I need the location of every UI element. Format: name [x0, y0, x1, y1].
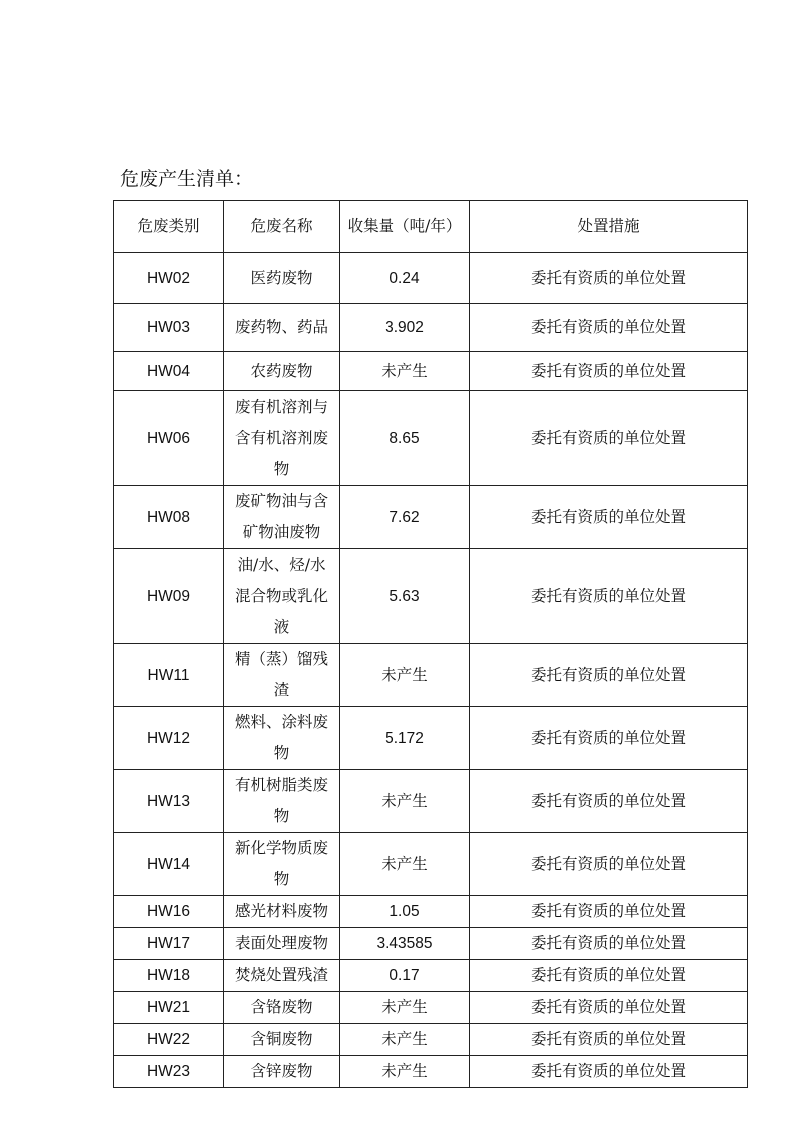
disposal-method-cell: 委托有资质的单位处置 [470, 486, 748, 549]
header-category: 危废类别 [114, 201, 224, 253]
waste-name-cell: 燃料、涂料废物 [224, 707, 340, 770]
waste-category-cell: HW17 [114, 928, 224, 960]
collection-amount-cell: 未产生 [340, 770, 470, 833]
hazardous-waste-table [113, 200, 748, 1088]
waste-category-cell: HW08 [114, 486, 224, 549]
disposal-method-cell: 委托有资质的单位处置 [470, 253, 748, 304]
collection-amount-cell: 0.17 [340, 960, 470, 992]
collection-amount-cell: 未产生 [340, 992, 470, 1024]
waste-category-cell: HW09 [114, 549, 224, 644]
table-row [114, 770, 748, 833]
waste-category-cell: HW21 [114, 992, 224, 1024]
waste-category-cell: HW18 [114, 960, 224, 992]
header-disposal: 处置措施 [470, 201, 748, 253]
collection-amount-cell: 未产生 [340, 644, 470, 707]
waste-name-cell: 废矿物油与含矿物油废物 [224, 486, 340, 549]
table-row [114, 833, 748, 896]
waste-category-cell: HW06 [114, 391, 224, 486]
table-row [114, 644, 748, 707]
waste-category-cell: HW22 [114, 1024, 224, 1056]
waste-name-cell: 含锌废物 [224, 1056, 340, 1088]
disposal-method-cell: 委托有资质的单位处置 [470, 928, 748, 960]
waste-name-cell: 有机树脂类废物 [224, 770, 340, 833]
collection-amount-cell: 3.43585 [340, 928, 470, 960]
waste-name-cell: 医药废物 [224, 253, 340, 304]
disposal-method-cell: 委托有资质的单位处置 [470, 644, 748, 707]
waste-category-cell: HW12 [114, 707, 224, 770]
waste-category-cell: HW03 [114, 304, 224, 352]
collection-amount-cell: 未产生 [340, 1056, 470, 1088]
table-row [114, 549, 748, 644]
collection-amount-cell: 8.65 [340, 391, 470, 486]
collection-amount-cell: 3.902 [340, 304, 470, 352]
disposal-method-cell: 委托有资质的单位处置 [470, 304, 748, 352]
waste-name-cell: 含铬废物 [224, 992, 340, 1024]
header-amount: 收集量（吨/年） [340, 201, 470, 253]
waste-name-cell: 农药废物 [224, 352, 340, 391]
disposal-method-cell: 委托有资质的单位处置 [470, 960, 748, 992]
disposal-method-cell: 委托有资质的单位处置 [470, 391, 748, 486]
waste-name-cell: 废药物、药品 [224, 304, 340, 352]
table-row [114, 896, 748, 928]
disposal-method-cell: 委托有资质的单位处置 [470, 896, 748, 928]
table-row [114, 1024, 748, 1056]
table-row [114, 960, 748, 992]
waste-name-cell: 油/水、烃/水混合物或乳化液 [224, 549, 340, 644]
waste-category-cell: HW11 [114, 644, 224, 707]
collection-amount-cell: 1.05 [340, 896, 470, 928]
waste-category-cell: HW16 [114, 896, 224, 928]
disposal-method-cell: 委托有资质的单位处置 [470, 992, 748, 1024]
collection-amount-cell: 0.24 [340, 253, 470, 304]
table-row [114, 391, 748, 486]
waste-name-cell: 焚烧处置残渣 [224, 960, 340, 992]
disposal-method-cell: 委托有资质的单位处置 [470, 1024, 748, 1056]
header-name: 危废名称 [224, 201, 340, 253]
collection-amount-cell: 7.62 [340, 486, 470, 549]
table-row [114, 992, 748, 1024]
waste-name-cell: 含铜废物 [224, 1024, 340, 1056]
table-header-row [114, 201, 748, 253]
waste-category-cell: HW13 [114, 770, 224, 833]
collection-amount-cell: 未产生 [340, 1024, 470, 1056]
waste-name-cell: 精（蒸）馏残渣 [224, 644, 340, 707]
table-row [114, 253, 748, 304]
collection-amount-cell: 未产生 [340, 833, 470, 896]
waste-category-cell: HW23 [114, 1056, 224, 1088]
table-row [114, 1056, 748, 1088]
disposal-method-cell: 委托有资质的单位处置 [470, 1056, 748, 1088]
waste-name-cell: 表面处理废物 [224, 928, 340, 960]
collection-amount-cell: 未产生 [340, 352, 470, 391]
collection-amount-cell: 5.172 [340, 707, 470, 770]
waste-category-cell: HW04 [114, 352, 224, 391]
page-title: 危废产生清单： [120, 168, 254, 190]
collection-amount-cell: 5.63 [340, 549, 470, 644]
disposal-method-cell: 委托有资质的单位处置 [470, 770, 748, 833]
waste-category-cell: HW02 [114, 253, 224, 304]
disposal-method-cell: 委托有资质的单位处置 [470, 707, 748, 770]
disposal-method-cell: 委托有资质的单位处置 [470, 549, 748, 644]
waste-name-cell: 废有机溶剂与含有机溶剂废物 [224, 391, 340, 486]
table-row [114, 352, 748, 391]
table-row [114, 928, 748, 960]
waste-name-cell: 感光材料废物 [224, 896, 340, 928]
table-row [114, 707, 748, 770]
table-row [114, 486, 748, 549]
waste-category-cell: HW14 [114, 833, 224, 896]
disposal-method-cell: 委托有资质的单位处置 [470, 833, 748, 896]
table-row [114, 304, 748, 352]
disposal-method-cell: 委托有资质的单位处置 [470, 352, 748, 391]
waste-name-cell: 新化学物质废物 [224, 833, 340, 896]
